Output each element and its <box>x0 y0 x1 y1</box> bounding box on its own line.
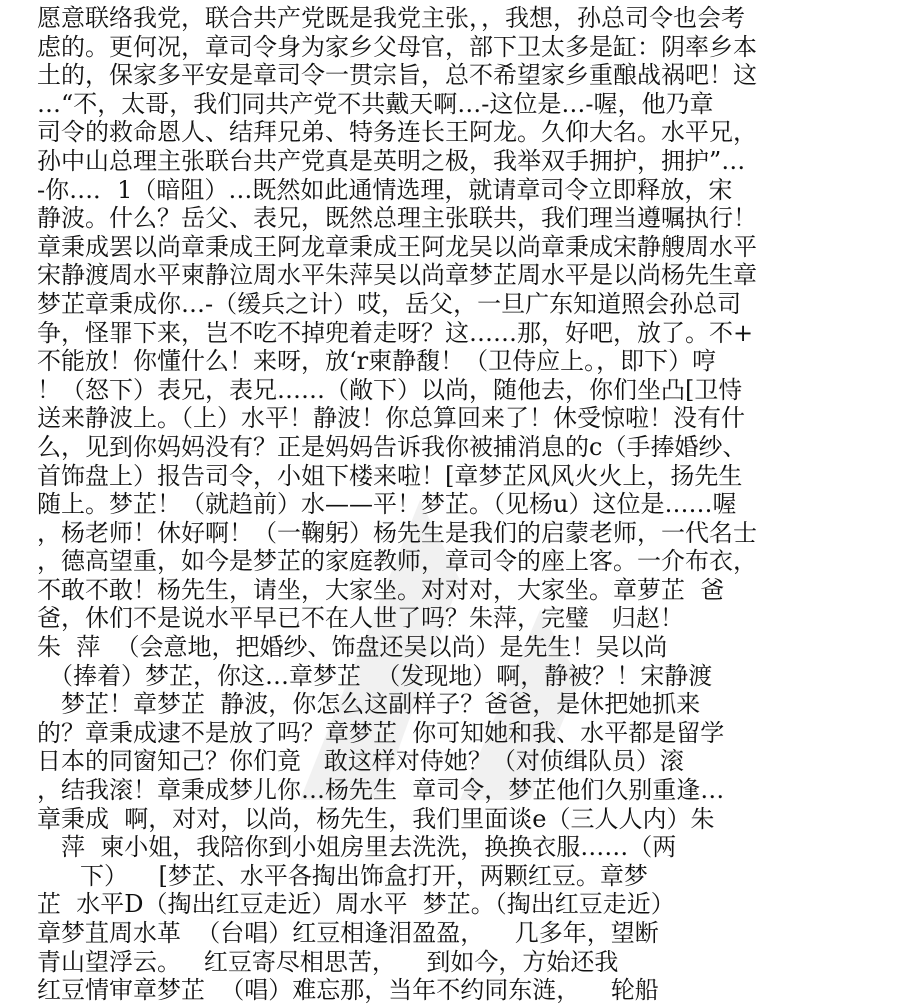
text-line: 愿意联络我党，联合共产党既是我党主张，，我想，孙总司令也会考 <box>37 4 745 32</box>
text-line: 争，怪罪下来，岂不吃不掉兜着走呀？这……那，好吧，放了。不+ <box>37 318 754 347</box>
text-line: 梦芷章秉成你…-（缓兵之计）哎，岳父，一旦广东知道照会孙总司 <box>37 289 742 318</box>
text-line: 的？章秉成逮不是放了吗？章梦芷 你可知她和我、水平都是留学 <box>37 718 725 747</box>
text-line: 下） [梦芷、水平各掏出饰盒打开，两颗红豆。章梦 <box>80 861 648 890</box>
text-line: 章秉成 啊，对对，以尚，杨先生，我们里面谈e（三人人内）朱 <box>37 804 715 833</box>
text-line: ，结我滚！章秉成梦儿你…杨先生 章司令，梦芷他们久别重逢… <box>37 776 725 805</box>
text-line: 静波。什么？岳父、表兄，既然总理主张联共，我们理当遵嘱执行！ <box>37 204 757 233</box>
text-line: （捧着）梦芷，你这…章梦芷 （发现地）啊，静被？！宋静渡 <box>49 661 713 690</box>
text-line: -你…．1（暗阻）…既然如此通情选理，就请章司令立即释放，宋 <box>37 175 733 204</box>
text-line: 爸，休们不是说水平早已不在人世了吗？朱萍，完璧 归赵！ <box>37 604 684 633</box>
text-line: 送来静波上。（上）水平！静波！你总算回来了！休受惊啦！没有什 <box>37 404 745 433</box>
text-line: ，杨老师！休好啊！（一鞠躬）杨先生是我们的启蒙老师，一代名士 <box>37 518 757 547</box>
text-line: ，德高望重，如今是梦芷的家庭教师，章司令的座上客。一介布衣， <box>37 547 757 576</box>
text-line: 虑的。更何况，章司令身为家乡父母官，部下卫太多是缸：阴率乡本 <box>37 32 757 61</box>
text-line: 萍 柬小姐，我陪你到小姐房里去洗洗，换换衣服……（两 <box>61 833 677 862</box>
text-line: 红豆情审章梦芷 （唱）难忘那，当年不约同东涟， 轮船 <box>37 976 659 1005</box>
text-line: 不敢不敢！杨先生，请坐，大家坐。对对对，大家坐。章萝芷 爸 <box>37 575 725 604</box>
text-line: 芷 水平D（掏出红豆走近）周水平 梦芷。（掏出红豆走近） <box>37 890 675 919</box>
text-line: 司令的救命恩人、结拜兄弟、特务连长王阿龙。久仰大名。水平兄， <box>37 118 757 147</box>
text-line: 随上。梦芷！（就趋前）水——平！梦芷。（见杨u）这位是……喔 <box>37 490 737 519</box>
text-line: …“不，太哥，我们同共产党不共戴天啊…-这位是…-喔，他乃章 <box>37 89 714 118</box>
text-line: 土的，保家多平安是章司令一贯宗旨，总不希望家乡重酿战祸吧！这 <box>37 61 757 90</box>
text-line: 日本的同窗知己？你们竟 敢这样对侍她？（对侦缉队员）滚 <box>37 747 684 776</box>
text-line: 朱 萍 （会意地，把婚纱、饰盘还吴以尚）是先生！吴以尚 <box>37 633 668 662</box>
text-line: 首饰盘上）报告司令，小姐下楼来啦！[章梦芷风风火火上，扬先生 <box>37 461 743 490</box>
text-line: ！（怒下）表兄，表兄……（敞下）以尚，随他去，你们坐凸[卫恃 <box>37 375 743 404</box>
text-line: 不能放！你懂什么！来呀，放‘r柬静馥！（卫侍应上。，即下）哼 <box>37 347 717 376</box>
text-line: 么，见到你妈妈没有？正是妈妈告诉我你被捕消息的c（手捧婚纱、 <box>37 432 747 461</box>
text-line: 梦芷！章梦芷 静波，你怎么这副样子？爸爸，是休把她抓来 <box>61 690 701 719</box>
document-text <box>0 4 900 1005</box>
text-line: 宋静渡周水平柬静泣周水平朱萍吴以尚章梦芷周水平是以尚杨先生章 <box>37 261 757 290</box>
text-line: 青山望浮云。 红豆寄尽相思苦， 到如今，方始还我 <box>37 947 619 976</box>
text-line: 孙中山总理主张联台共产党真是英明之极，我举双手拥护，拥护”… <box>37 146 746 175</box>
text-line: 章秉成罢以尚章秉成王阿龙章秉成王阿龙吴以尚章秉成宋静艘周水平 <box>37 232 757 261</box>
text-line: 章梦苴周水革 （台唱）红豆相逢泪盈盈， 几多年，望断 <box>37 919 659 947</box>
